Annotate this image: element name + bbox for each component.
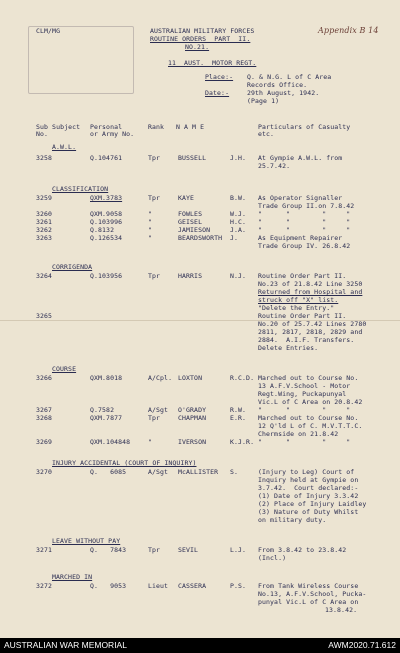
rank: ": [148, 226, 153, 234]
particulars-line: From Tank Wireless Course: [258, 582, 359, 590]
particulars-line: punyal Vic.L of C Area on: [258, 598, 359, 606]
row-number: 3267: [36, 406, 53, 414]
particulars-line: Regt.Wing, Puckapunyal: [258, 390, 347, 398]
row-number: 3263: [36, 234, 53, 242]
rank: Tpr: [148, 272, 161, 280]
army-number: QXM.7877: [90, 414, 123, 422]
file-reference: CLM/MG: [36, 27, 61, 35]
surname: LOXTON: [178, 374, 203, 382]
rank: A/Cpl.: [148, 374, 173, 382]
particulars-line: From 3.8.42 to 23.8.42: [258, 546, 347, 554]
rank: Tpr: [148, 414, 161, 422]
particulars-line: " " " ": [258, 218, 351, 226]
particulars-line: 12 Q'ld L of C. M.V.T.T.C.: [258, 422, 363, 430]
rank: A/Sgt: [148, 406, 169, 414]
initials: J.A.: [230, 226, 247, 234]
surname: IVERSON: [178, 438, 207, 446]
place-label: Place:-: [205, 73, 234, 81]
particulars-line: No.13, A.F.V.School, Pucka-: [258, 590, 367, 598]
row-number: 3269: [36, 438, 53, 446]
archive-footer: [0, 638, 400, 653]
date-value: 29th August, 1942.: [247, 89, 320, 97]
section-injury: INJURY ACCIDENTAL (COURT OF INQUIRY): [52, 459, 197, 467]
section-awl: A.W.L.: [52, 143, 77, 151]
rank: Tpr: [148, 546, 161, 554]
surname: JAMIESON: [178, 226, 211, 234]
particulars-line: " " " ": [258, 406, 351, 414]
army-number: QXM.104848: [90, 438, 131, 446]
initials: B.W.: [230, 194, 247, 202]
particulars-line: "Delete the Entry.": [258, 304, 335, 312]
particulars-line: As Operator Signaller: [258, 194, 343, 202]
particulars-line: 2884. A.I.F. Transfers.: [258, 336, 355, 344]
place-line-2: Records Office.: [247, 81, 308, 89]
particulars-line: As Equipment Repairer: [258, 234, 343, 242]
col-header-particulars: Particulars of Casualty: [258, 123, 351, 131]
surname: BEARDSWORTH: [178, 234, 223, 242]
particulars-line: Marched out to Course No.: [258, 374, 359, 382]
particulars-line: Trade Group II.on 7.8.42: [258, 202, 355, 210]
surname: KAYE: [178, 194, 195, 202]
particulars-line: Routine Order Part II.: [258, 272, 347, 280]
row-number: 3260: [36, 210, 53, 218]
particulars-line: Inquiry held at Gympie on: [258, 476, 359, 484]
army-number: Q.104761: [90, 154, 123, 162]
handwritten-annotation: Appendix B 14: [318, 26, 379, 35]
page-number: (Page 1): [247, 97, 280, 105]
initials: W.J.: [230, 210, 247, 218]
army-number: Q. 7843: [90, 546, 127, 554]
particulars-line: on military duty.: [258, 516, 327, 524]
section-leave: LEAVE WITHOUT PAY: [52, 537, 121, 545]
particulars-line: (3) Nature of Duty Whilst: [258, 508, 359, 516]
unit-name: 11 AUST. MOTOR REGT.: [168, 59, 257, 67]
particulars-line: No.23 of 21.8.42 Line 3250: [258, 280, 363, 288]
army-number: Q.7582: [90, 406, 115, 414]
col-header-name: N A M E: [176, 123, 205, 131]
initials: J.H.: [230, 154, 247, 162]
particulars-line: (2) Place of Injury Laidley: [258, 500, 367, 508]
section-corrigenda: CORRIGENDA: [52, 263, 93, 271]
particulars-line: (Injury to Leg) Court of: [258, 468, 355, 476]
army-number: Q. 6085: [90, 468, 127, 476]
particulars-line: 13.8.42.: [325, 606, 358, 614]
document-subtitle: ROUTINE ORDERS PART II.: [150, 35, 251, 43]
surname: SEVIL: [178, 546, 199, 554]
particulars-line: Chermside on 21.8.42: [258, 430, 339, 438]
surname: HARRIS: [178, 272, 203, 280]
rank: ": [148, 234, 153, 242]
rank: Lieut: [148, 582, 169, 590]
footer-accession-number: AWM2020.71.612: [328, 640, 396, 650]
initials: E.R.: [230, 414, 247, 422]
row-number: 3266: [36, 374, 53, 382]
rank: Tpr: [148, 154, 161, 162]
army-number: QXM.8018: [90, 374, 123, 382]
particulars-line: 25.7.42.: [258, 162, 291, 170]
col-header-particulars-etc: etc.: [258, 130, 275, 138]
initials: R.C.D.: [230, 374, 255, 382]
place-line-1: Q. & N.G. L of C Area: [247, 73, 332, 81]
particulars-line: " " " ": [258, 226, 351, 234]
army-number: QXM.9058: [90, 210, 123, 218]
army-number: Q.103996: [90, 218, 123, 226]
document-title: AUSTRALIAN MILITARY FORCES: [150, 27, 255, 35]
row-number: 3268: [36, 414, 53, 422]
row-number: 3265: [36, 312, 53, 320]
row-number: 3259: [36, 194, 53, 202]
footer-institution: AUSTRALIAN WAR MEMORIAL: [4, 640, 127, 650]
rank: A/Sgt: [148, 468, 169, 476]
army-number: Q. 9053: [90, 582, 127, 590]
particulars-line: (1) Date of Injury 3.3.42: [258, 492, 359, 500]
particulars-line: struck off "X" list.: [258, 296, 339, 304]
surname: FOWLES: [178, 210, 203, 218]
surname: CASSERA: [178, 582, 207, 590]
particulars-line: " " " ": [258, 438, 351, 446]
col-header-rank: Rank: [148, 123, 165, 131]
surname: BUSSELL: [178, 154, 207, 162]
surname: McALLISTER: [178, 468, 219, 476]
initials: J.: [230, 234, 239, 242]
row-number: 3271: [36, 546, 53, 554]
particulars-line: 2811, 2817, 2818, 2829 and: [258, 328, 363, 336]
particulars-line: " " " ": [258, 210, 351, 218]
initials: N.J.: [230, 272, 247, 280]
initials: R.W.: [230, 406, 247, 414]
particulars-line: No.20 of 25.7.42 Lines 2780: [258, 320, 367, 328]
rank: ": [148, 210, 153, 218]
section-classification: CLASSIFICATION: [52, 185, 109, 193]
particulars-line: Delete Entries.: [258, 344, 319, 352]
surname: GEISEL: [178, 218, 203, 226]
particulars-line: 13 A.F.V.School - Motor: [258, 382, 351, 390]
col-header-sub: Sub Subject: [36, 123, 81, 131]
surname: O'GRADY: [178, 406, 207, 414]
rank: ": [148, 218, 153, 226]
row-number: 3272: [36, 582, 53, 590]
col-header-army-no: or Army No.: [90, 130, 135, 138]
initials: K.J.R.: [230, 438, 255, 446]
particulars-line: Marched out to Course No.: [258, 414, 359, 422]
order-number: NO.21.: [185, 43, 210, 51]
army-number: Q.8132: [90, 226, 115, 234]
particulars-line: Routine Order Part II.: [258, 312, 347, 320]
date-label: Date:-: [205, 89, 230, 97]
row-number: 3258: [36, 154, 53, 162]
row-number: 3261: [36, 218, 53, 226]
initials: L.J.: [230, 546, 247, 554]
initials: H.C.: [230, 218, 247, 226]
section-marched-in: MARCHED IN: [52, 573, 93, 581]
surname: CHAPMAN: [178, 414, 207, 422]
initials: P.S.: [230, 582, 247, 590]
particulars-line: At Gympie A.W.L. from: [258, 154, 343, 162]
row-number: 3270: [36, 468, 53, 476]
army-number: Q.103956: [90, 272, 123, 280]
particulars-line: 3.7.42. Court declared:-: [258, 484, 359, 492]
particulars-line: Returned from Hospital and: [258, 288, 363, 296]
col-header-personal: Personal: [90, 123, 123, 131]
initials: S.: [230, 468, 239, 476]
army-number: QXM.3783: [90, 194, 123, 202]
particulars-line: Trade Group IV. 26.8.42: [258, 242, 351, 250]
particulars-line: (Incl.): [258, 554, 287, 562]
col-header-sub-no: No.: [36, 130, 49, 138]
rank: Tpr: [148, 194, 161, 202]
row-number: 3262: [36, 226, 53, 234]
faded-stamp: [28, 26, 134, 94]
row-number: 3264: [36, 272, 53, 280]
rank: ": [148, 438, 153, 446]
section-course: COURSE: [52, 365, 77, 373]
particulars-line: Vic.L of C Area on 20.8.42: [258, 398, 363, 406]
army-number: Q.126534: [90, 234, 123, 242]
